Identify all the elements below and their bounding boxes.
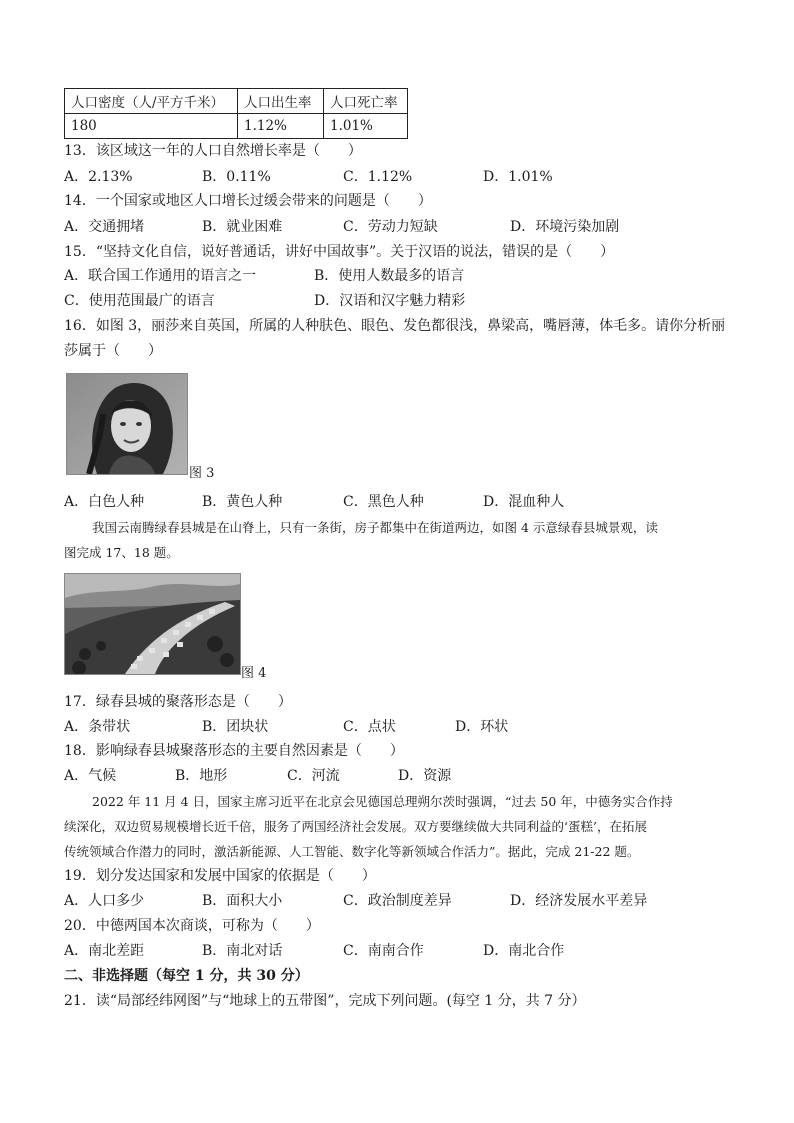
passage2-line3: 传统领域合作潜力的同时，激活新能源、人工智能、数字化等新领域合作活力”。据此，完成 21-22 题。 [64, 844, 640, 859]
passage2-line1: 2022 年 11 月 4 日，国家主席习近平在北京会见德国总理朔尔茨时强调，“过去 50 年，中德务实合作持 [92, 794, 673, 809]
q18-option-a: A．气候 [64, 768, 117, 784]
q14-option-c: C．劳动力短缺 [343, 219, 438, 235]
q16-option-a: A．白色人种 [64, 494, 145, 510]
passage1-line1: 我国云南腾绿春县城是在山脊上，只有一条街，房子都集中在街道两边，如图 4 示意绿春县城景观，读 [92, 520, 658, 535]
q17-option-c: C．点状 [343, 719, 396, 735]
q16-stem-line2: 莎属于（ ） [64, 343, 162, 359]
q15-option-a: A．联合国工作通用的语言之一 [64, 268, 257, 284]
population-table [64, 88, 408, 139]
figure-4-town-image [64, 573, 241, 675]
q19-option-b: B．面积大小 [202, 893, 283, 909]
q20-option-b: B．南北对话 [202, 943, 283, 959]
q14-option-a: A．交通拥堵 [64, 219, 145, 235]
figure-3-portrait-image [66, 373, 188, 475]
passage2-line2: 续深化，双边贸易规模增长近千倍，服务了两国经济社会发展。双方要继续做大共同利益的‘蛋糕’，在拓展 [64, 819, 647, 834]
q13-option-b: B．0.11% [202, 169, 271, 185]
portrait-photo-icon [67, 374, 187, 474]
q20-option-c: C．南南合作 [343, 943, 424, 959]
q18-option-c: C．河流 [287, 768, 340, 784]
q16-option-d: D．混血种人 [483, 494, 565, 510]
table-header-row [65, 89, 408, 114]
town-landscape-icon [65, 574, 240, 674]
header-birth-rate: 人口出生率 [238, 89, 324, 114]
cell-density: 180 [65, 114, 238, 139]
q20-stem: 20．中德两国本次商谈，可称为（ ） [64, 918, 320, 934]
q19-option-a: A．人口多少 [64, 893, 145, 909]
q17-option-d: D．环状 [455, 719, 509, 735]
figure-4-label: 图 4 [241, 666, 267, 681]
q17-option-b: B．团块状 [202, 719, 269, 735]
q16-stem-line1: 16．如图 3，丽莎来自英国，所属的人种肤色、眼色、发色都很浅，鼻梁高，嘴唇薄，体毛多。请你分析丽 [64, 318, 726, 334]
cell-birth-rate: 1.12% [238, 114, 324, 139]
q14-option-d: D．环境污染加剧 [510, 219, 620, 235]
q21-stem: 21．读“局部经纬网图”与“地球上的五带图”，完成下列问题。(每空 1 分，共 7 分） [64, 993, 586, 1009]
q20-option-d: D．南北合作 [483, 943, 565, 959]
q15-option-d: D．汉语和汉字魅力精彩 [314, 293, 466, 309]
header-density: 人口密度（人/平方千米） [65, 89, 238, 114]
q17-stem: 17．绿春县城的聚落形态是（ ） [64, 694, 292, 710]
q20-option-a: A．南北差距 [64, 943, 145, 959]
q15-stem: 15．“坚持文化自信，说好普通话，讲好中国故事”。关于汉语的说法，错误的是（ ） [64, 244, 615, 260]
passage1-line2: 图完成 17、18 题。 [64, 545, 179, 560]
q18-option-b: B．地形 [175, 768, 228, 784]
figure-3-label: 图 3 [189, 466, 215, 481]
cell-death-rate: 1.01% [324, 114, 408, 139]
q13-option-a: A．2.13% [64, 169, 133, 185]
q17-option-a: A．条带状 [64, 719, 131, 735]
table-row [65, 114, 408, 139]
q16-option-c: C．黑色人种 [343, 494, 424, 510]
q13-option-d: D．1.01% [483, 169, 553, 185]
q13-stem: 13．该区域这一年的人口自然增长率是（ ） [64, 143, 362, 159]
q13-option-c: C．1.12% [343, 169, 413, 185]
q18-option-d: D．资源 [398, 768, 452, 784]
q18-stem: 18．影响绿春县城聚落形态的主要自然因素是（ ） [64, 743, 404, 759]
q19-stem: 19．划分发达国家和发展中国家的依据是（ ） [64, 868, 376, 884]
q14-stem: 14．一个国家或地区人口增长过缓会带来的问题是（ ） [64, 193, 432, 209]
header-death-rate: 人口死亡率 [324, 89, 408, 114]
q19-option-d: D．经济发展水平差异 [510, 893, 648, 909]
section2-heading: 二、非选择题（每空 1 分，共 30 分） [64, 968, 309, 984]
q14-option-b: B．就业困难 [202, 219, 283, 235]
q19-option-c: C．政治制度差异 [343, 893, 452, 909]
q15-option-c: C．使用范围最广的语言 [64, 293, 215, 309]
q16-option-b: B．黄色人种 [202, 494, 283, 510]
q15-option-b: B．使用人数最多的语言 [314, 268, 465, 284]
